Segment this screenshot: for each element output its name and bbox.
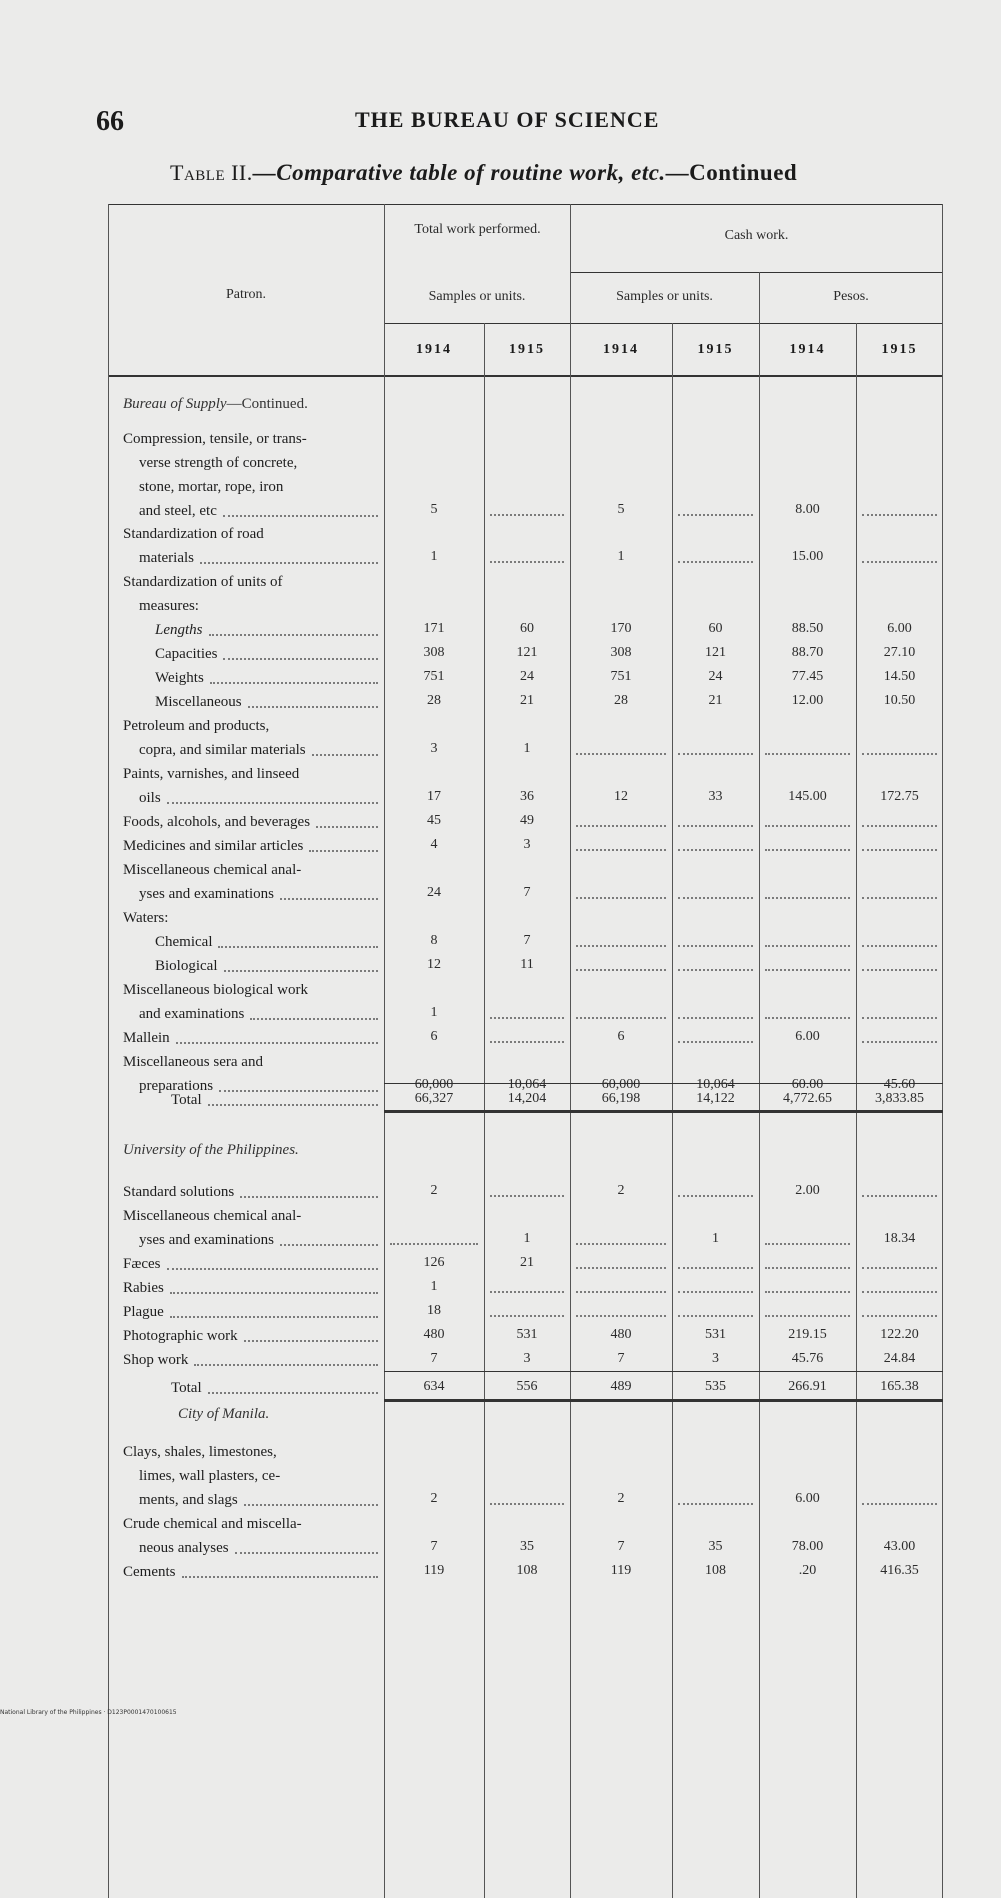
table-cell: 45.76 xyxy=(791,1351,824,1366)
row-label: yses and examinations xyxy=(139,1232,274,1248)
table-cell: 60 xyxy=(708,621,723,636)
table-cell: 531 xyxy=(516,1327,538,1342)
empty-cell-dash xyxy=(862,945,937,947)
empty-cell-dash xyxy=(765,1243,850,1245)
table-cell: 7 xyxy=(617,1539,625,1554)
table-cell: 18 xyxy=(427,1303,441,1318)
year-header: 1915 xyxy=(697,342,734,357)
row-label: ments, and slags xyxy=(139,1492,238,1508)
table-cell: 3 xyxy=(523,1351,531,1366)
table-cell: 2.00 xyxy=(795,1183,820,1198)
year-header: 1915 xyxy=(881,342,918,357)
empty-cell-dash xyxy=(765,969,850,971)
empty-cell-dash xyxy=(576,1291,666,1293)
row-label: Compression, tensile, or trans- xyxy=(123,431,307,447)
table-cell: 8.00 xyxy=(795,502,820,517)
empty-cell-dash xyxy=(678,1041,753,1043)
leader-dots xyxy=(280,1244,378,1246)
table-cell: 78.00 xyxy=(791,1539,824,1554)
table-cell: 3 xyxy=(430,741,438,756)
row-label: Capacities xyxy=(155,646,218,662)
table-caption xyxy=(170,160,797,186)
table-cell: 1 xyxy=(523,1231,531,1246)
row-label: Rabies xyxy=(123,1280,164,1296)
table-cell: 3 xyxy=(712,1351,719,1366)
table-cell: 45 xyxy=(427,813,441,828)
leader-dots xyxy=(280,898,378,900)
table-cell: 21 xyxy=(520,693,534,708)
col-divider-3 xyxy=(570,204,571,1898)
table-cell: 165.38 xyxy=(880,1379,919,1394)
table-cell: 21 xyxy=(520,1255,534,1270)
row-label: Shop work xyxy=(123,1352,189,1368)
empty-cell-dash xyxy=(765,1267,850,1269)
table-cell: 556 xyxy=(516,1379,538,1394)
table-cell: 66,327 xyxy=(414,1091,454,1106)
table-cell: 172.75 xyxy=(880,789,919,804)
empty-cell-dash xyxy=(678,1267,753,1269)
row-label: neous analyses xyxy=(139,1540,229,1556)
leader-dots xyxy=(182,1576,378,1578)
empty-cell-dash xyxy=(678,753,753,755)
table-cell: 24 xyxy=(708,669,723,684)
table-cell: 108 xyxy=(705,1563,726,1578)
table-cell: 10.50 xyxy=(883,693,916,708)
header-patron: Patron. xyxy=(225,287,267,302)
scan-footer: National Library of the Philippines · D123P0001470100615 xyxy=(0,1709,177,1716)
row-label: Waters: xyxy=(123,910,169,926)
empty-cell-dash xyxy=(862,1315,937,1317)
leader-dots xyxy=(248,706,378,708)
table-cell: 145.00 xyxy=(788,789,827,804)
table-top-rule xyxy=(108,204,943,205)
header-cash-work: Cash work. xyxy=(724,228,789,243)
row-label: stone, mortar, rope, iron xyxy=(139,479,284,495)
table-cell: 43.00 xyxy=(883,1539,916,1554)
table-cell: 1 xyxy=(617,549,625,564)
empty-cell-dash xyxy=(576,1017,666,1019)
section-title xyxy=(123,396,308,413)
table-cell: 4,772.65 xyxy=(783,1091,832,1106)
table-cell: 7 xyxy=(430,1351,438,1366)
table-cell: 416.35 xyxy=(880,1563,919,1578)
empty-cell-dash xyxy=(576,849,666,851)
section-title: University of the Philippines. xyxy=(123,1142,299,1158)
table-cell: 3 xyxy=(523,837,531,852)
empty-cell-dash xyxy=(490,561,564,563)
row-label: Miscellaneous sera and xyxy=(123,1054,263,1070)
empty-cell-dash xyxy=(576,969,666,971)
table-cell: 77.45 xyxy=(791,669,824,684)
header-samples-total: Samples or units. xyxy=(428,289,526,304)
caption-suffix: —Continued xyxy=(665,160,798,185)
table-cell: 7 xyxy=(430,1539,438,1554)
row-label: Crude chemical and miscella- xyxy=(123,1516,302,1532)
table-cell: 751 xyxy=(423,669,445,684)
table-cell: 88.70 xyxy=(791,645,824,660)
table-cell: 2 xyxy=(617,1183,625,1198)
row-label: Petroleum and products, xyxy=(123,718,270,734)
row-label: Biological xyxy=(155,958,218,974)
leader-dots xyxy=(309,850,378,852)
leader-dots xyxy=(316,826,378,828)
table-cell: 170 xyxy=(610,621,632,636)
table-cell: 45.60 xyxy=(883,1077,916,1092)
year-header: 1914 xyxy=(789,342,826,357)
section-title: City of Manila. xyxy=(178,1406,270,1422)
empty-cell-dash xyxy=(765,1017,850,1019)
leader-dots xyxy=(250,1018,378,1020)
empty-cell-dash xyxy=(678,514,753,516)
table-cell: 121 xyxy=(516,645,538,660)
year-header: 1914 xyxy=(416,342,452,357)
empty-cell-dash xyxy=(390,1243,478,1245)
empty-cell-dash xyxy=(765,897,850,899)
table-cell: 60 xyxy=(520,621,534,636)
leader-dots xyxy=(170,1316,378,1318)
total-rule xyxy=(384,1371,943,1372)
table-cell: 5 xyxy=(617,502,625,517)
table-cell: 14,122 xyxy=(696,1091,735,1106)
table-cell: 119 xyxy=(610,1563,632,1578)
table-cell: 1 xyxy=(430,1005,438,1020)
table-cell: 10,064 xyxy=(696,1077,735,1092)
table-cell: 480 xyxy=(423,1327,445,1342)
row-label: Clays, shales, limestones, xyxy=(123,1444,277,1460)
table-cell: 1 xyxy=(430,549,438,564)
table-cell: 24 xyxy=(520,669,534,684)
table-cell: 88.50 xyxy=(791,621,824,636)
table-cell: 7 xyxy=(523,933,531,948)
empty-cell-dash xyxy=(576,1243,666,1245)
empty-cell-dash xyxy=(765,825,850,827)
empty-cell-dash xyxy=(576,1315,666,1317)
leader-dots xyxy=(176,1042,378,1044)
empty-cell-dash xyxy=(678,849,753,851)
table-cell: 751 xyxy=(610,669,632,684)
empty-cell-dash xyxy=(862,1041,937,1043)
table-cell: 5 xyxy=(430,502,438,517)
empty-cell-dash xyxy=(576,1267,666,1269)
leader-dots xyxy=(208,1392,378,1394)
table-cell: 126 xyxy=(423,1255,445,1270)
leader-dots xyxy=(200,562,378,564)
header-pesos: Pesos. xyxy=(833,289,869,304)
table-cell: 2 xyxy=(617,1491,625,1506)
table-cell: 1 xyxy=(712,1231,719,1246)
table-cell: 60,000 xyxy=(414,1077,454,1092)
table-cell: 6.00 xyxy=(795,1491,820,1506)
table-cell: 66,198 xyxy=(601,1091,641,1106)
empty-cell-dash xyxy=(490,1041,564,1043)
table-cell: 171 xyxy=(423,621,445,636)
empty-cell-dash xyxy=(862,849,937,851)
table-cell: 6 xyxy=(617,1029,625,1044)
table-right-rule xyxy=(942,204,943,1898)
empty-cell-dash xyxy=(576,897,666,899)
leader-dots xyxy=(167,802,378,804)
table-cell: 36 xyxy=(520,789,534,804)
header-sub-rule-2 xyxy=(384,323,943,324)
leader-dots xyxy=(244,1504,378,1506)
empty-cell-dash xyxy=(490,1017,564,1019)
leader-dots xyxy=(223,658,378,660)
empty-cell-dash xyxy=(862,753,937,755)
row-label: Mallein xyxy=(123,1030,170,1046)
row-label: Miscellaneous biological work xyxy=(123,982,308,998)
empty-cell-dash xyxy=(862,1503,937,1505)
table-cell: 308 xyxy=(610,645,632,660)
table-cell: 15.00 xyxy=(791,549,824,564)
leader-dots xyxy=(235,1552,378,1554)
empty-cell-dash xyxy=(678,1503,753,1505)
table-cell: 4 xyxy=(430,837,438,852)
row-label: copra, and similar materials xyxy=(139,742,306,758)
empty-cell-dash xyxy=(862,1017,937,1019)
empty-cell-dash xyxy=(862,897,937,899)
table-cell: 535 xyxy=(705,1379,726,1394)
table-cell: 11 xyxy=(520,957,534,972)
table-cell: 3,833.85 xyxy=(875,1091,924,1106)
empty-cell-dash xyxy=(490,1195,564,1197)
row-label: Miscellaneous chemical anal- xyxy=(123,862,302,878)
table-cell: 7 xyxy=(617,1351,625,1366)
leader-dots xyxy=(219,1090,378,1092)
table-left-rule xyxy=(108,204,109,1898)
leader-dots xyxy=(240,1196,378,1198)
table-cell: 14.50 xyxy=(883,669,916,684)
row-label: Standardization of units of xyxy=(123,574,283,590)
year-header: 1915 xyxy=(509,342,545,357)
leader-dots xyxy=(170,1292,378,1294)
row-label: Fæces xyxy=(123,1256,161,1272)
table-cell: 33 xyxy=(708,789,723,804)
row-label: Total xyxy=(171,1380,202,1396)
table-cell: 12 xyxy=(427,957,441,972)
empty-cell-dash xyxy=(678,1315,753,1317)
empty-cell-dash xyxy=(678,1017,753,1019)
empty-cell-dash xyxy=(576,753,666,755)
row-label: materials xyxy=(139,550,194,566)
empty-cell-dash xyxy=(862,1195,937,1197)
row-label: oils xyxy=(139,790,161,806)
empty-cell-dash xyxy=(862,825,937,827)
empty-cell-dash xyxy=(490,514,564,516)
empty-cell-dash xyxy=(490,1291,564,1293)
table-cell: 10,064 xyxy=(507,1077,547,1092)
empty-cell-dash xyxy=(765,753,850,755)
table-cell: 49 xyxy=(520,813,534,828)
row-label: measures: xyxy=(139,598,199,614)
empty-cell-dash xyxy=(678,1195,753,1197)
table-cell: 489 xyxy=(610,1379,632,1394)
empty-cell-dash xyxy=(862,1267,937,1269)
table-cell: 634 xyxy=(423,1379,445,1394)
row-label: Total xyxy=(171,1092,202,1108)
table-cell: 6 xyxy=(430,1029,438,1044)
empty-cell-dash xyxy=(765,1291,850,1293)
row-label: Miscellaneous xyxy=(155,694,242,710)
row-label: Foods, alcohols, and beverages xyxy=(123,814,311,830)
table-cell: 480 xyxy=(610,1327,632,1342)
empty-cell-dash xyxy=(862,514,937,516)
row-label: and examinations xyxy=(139,1006,245,1022)
table-cell: 17 xyxy=(427,789,441,804)
table-cell: 12 xyxy=(614,789,628,804)
table-cell: 60,000 xyxy=(601,1077,641,1092)
table-cell: 24.84 xyxy=(883,1351,916,1366)
table-cell: 28 xyxy=(427,693,441,708)
table-cell: 531 xyxy=(705,1327,726,1342)
empty-cell-dash xyxy=(765,945,850,947)
leader-dots xyxy=(244,1340,378,1342)
row-label: preparations xyxy=(139,1078,214,1094)
row-label: Cements xyxy=(123,1564,176,1580)
table-cell: 27.10 xyxy=(883,645,916,660)
table-cell: 2 xyxy=(430,1491,438,1506)
table-cell: 14,204 xyxy=(507,1091,547,1106)
row-label: and steel, etc xyxy=(139,503,217,519)
row-label: Paints, varnishes, and linseed xyxy=(123,766,300,782)
table-cell: 1 xyxy=(430,1279,438,1294)
total-rule xyxy=(384,1110,943,1113)
empty-cell-dash xyxy=(862,561,937,563)
row-label: yses and examinations xyxy=(139,886,274,902)
row-label: Weights xyxy=(155,670,204,686)
leader-dots xyxy=(210,682,378,684)
empty-cell-dash xyxy=(678,969,753,971)
table-cell: 121 xyxy=(705,645,726,660)
year-header: 1914 xyxy=(603,342,639,357)
empty-cell-dash xyxy=(678,945,753,947)
row-label: limes, wall plasters, ce- xyxy=(139,1468,281,1484)
section-suffix: —Continued. xyxy=(226,396,308,412)
table-cell: 219.15 xyxy=(788,1327,827,1342)
empty-cell-dash xyxy=(576,945,666,947)
caption-title: —Comparative table of routine work, etc. xyxy=(252,160,666,185)
leader-dots xyxy=(209,634,378,636)
empty-cell-dash xyxy=(490,1315,564,1317)
table-cell: 266.91 xyxy=(788,1379,827,1394)
running-head: THE BUREAU OF SCIENCE xyxy=(355,107,660,132)
row-label: Standard solutions xyxy=(123,1184,235,1200)
row-label: Standardization of road xyxy=(123,526,264,542)
table-cell: 24 xyxy=(427,885,441,900)
total-rule xyxy=(384,1399,943,1402)
table-cell: 21 xyxy=(708,693,723,708)
row-label: verse strength of concrete, xyxy=(139,455,298,471)
row-label: Chemical xyxy=(155,934,213,950)
table-cell: .20 xyxy=(798,1563,817,1578)
empty-cell-dash xyxy=(678,561,753,563)
empty-cell-dash xyxy=(678,1291,753,1293)
empty-cell-dash xyxy=(490,1503,564,1505)
leader-dots xyxy=(167,1268,378,1270)
empty-cell-dash xyxy=(576,825,666,827)
table-cell: 1 xyxy=(523,741,531,756)
row-label: Miscellaneous chemical anal- xyxy=(123,1208,302,1224)
row-label: Photographic work xyxy=(123,1328,238,1344)
table-cell: 35 xyxy=(520,1539,534,1554)
table-cell: 60.00 xyxy=(791,1077,824,1092)
empty-cell-dash xyxy=(678,825,753,827)
table-cell: 122.20 xyxy=(880,1327,919,1342)
header-samples-cash: Samples or units. xyxy=(616,289,713,304)
leader-dots xyxy=(223,515,378,517)
table-cell: 7 xyxy=(523,885,531,900)
table-cell: 6.00 xyxy=(795,1029,820,1044)
table-cell: 119 xyxy=(423,1563,445,1578)
header-bottom-rule xyxy=(108,375,943,377)
table-cell: 18.34 xyxy=(883,1231,916,1246)
table-cell: 2 xyxy=(430,1183,438,1198)
header-sub-rule xyxy=(570,272,943,273)
leader-dots xyxy=(194,1364,378,1366)
table-cell: 8 xyxy=(430,933,438,948)
table-cell: 35 xyxy=(708,1539,723,1554)
empty-cell-dash xyxy=(678,897,753,899)
table-cell: 28 xyxy=(614,693,628,708)
table-cell: 6.00 xyxy=(887,621,912,636)
empty-cell-dash xyxy=(765,849,850,851)
leader-dots xyxy=(208,1104,378,1106)
section-name: Bureau of Supply xyxy=(123,396,227,412)
table-cell: 308 xyxy=(423,645,445,660)
leader-dots xyxy=(224,970,378,972)
empty-cell-dash xyxy=(862,1291,937,1293)
table-cell: 12.00 xyxy=(791,693,824,708)
caption-prefix: Table II. xyxy=(170,160,253,185)
leader-dots xyxy=(312,754,378,756)
page-number: 66 xyxy=(96,106,124,137)
empty-cell-dash xyxy=(862,969,937,971)
empty-cell-dash xyxy=(765,1315,850,1317)
row-label: Lengths xyxy=(155,622,203,638)
leader-dots xyxy=(218,946,378,948)
header-total-work: Total work performed. xyxy=(414,222,541,237)
row-label: Medicines and similar articles xyxy=(123,838,304,854)
row-label: Plague xyxy=(123,1304,164,1320)
col-divider-1 xyxy=(384,204,385,1898)
table-cell: 108 xyxy=(516,1563,538,1578)
